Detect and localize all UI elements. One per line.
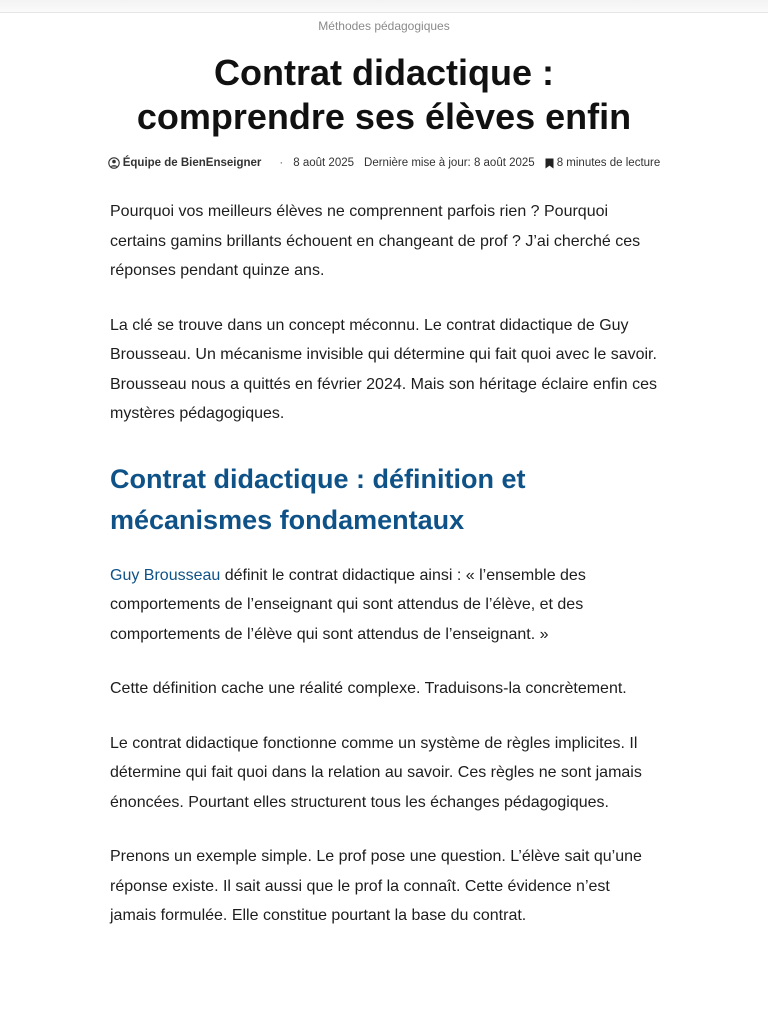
body-paragraph-1: Cette définition cache une réalité complexe. Traduisons-la concrètement. <box>110 680 627 697</box>
publish-date: 8 août 2025 <box>293 157 355 169</box>
reading-time-text: 8 minutes de lecture <box>556 157 661 169</box>
top-bar <box>0 0 768 13</box>
post-meta <box>0 157 768 169</box>
updated-date: Dernière mise à jour: 8 août 2025 <box>364 157 535 169</box>
definition-text: définit le contrat didactique ainsi : « l’ensemble des comportements de l’enseignant qui sont attendus de l’élève, et des comportements de l’élève qui sont attendus de l’enseignant. » <box>110 566 586 643</box>
meta-separator: · <box>279 157 284 169</box>
article-body <box>110 197 658 931</box>
author[interactable] <box>108 157 262 169</box>
title-line-1: Contrat didactique : <box>214 52 554 93</box>
intro-paragraph-2: La clé se trouve dans un concept méconnu. Le contrat didactique de Guy Brousseau. Un mécanisme invisible qui détermine qui fait quoi avec le savoir. Brousseau nous a quittés en février 2024. Mais son héritage éclaire enfin ces mystères pédagogiques. <box>110 316 657 422</box>
title-line-2: comprendre ses élèves enfin <box>136 96 632 137</box>
page-title <box>90 51 678 139</box>
guy-brousseau-link[interactable]: Guy Brousseau <box>110 566 221 584</box>
intro-paragraph-1: Pourquoi vos meilleurs élèves ne comprennent parfois rien ? Pourquoi certains gamins brillants échouent en changeant de prof ? J’ai cherché ces réponses pendant quinze ans. <box>110 203 641 279</box>
body-paragraph-3: Prenons un exemple simple. Le prof pose une question. L’élève sait qu’une réponse existe. Il sait aussi que le prof la connaît. Cette évidence n’est jamais formulée. Elle constitue pourtant la base du contrat. <box>110 848 642 924</box>
definition-paragraph <box>110 561 658 650</box>
section-heading: Contrat didactique : définition et mécanismes fondamentaux <box>110 463 526 535</box>
body-paragraph-2: Le contrat didactique fonctionne comme un système de règles implicites. Il détermine qui fait quoi dans la relation au savoir. Ces règles ne sont jamais énoncées. Pourtant elles structurent tous les échanges pédagogiques. <box>110 734 642 811</box>
category-link[interactable]: Méthodes pédagogiques <box>318 19 450 33</box>
reading-time <box>545 157 661 169</box>
bookmark-icon <box>545 158 554 169</box>
author-name: Équipe de BienEnseigner <box>122 157 262 169</box>
user-circle-icon <box>108 157 120 169</box>
